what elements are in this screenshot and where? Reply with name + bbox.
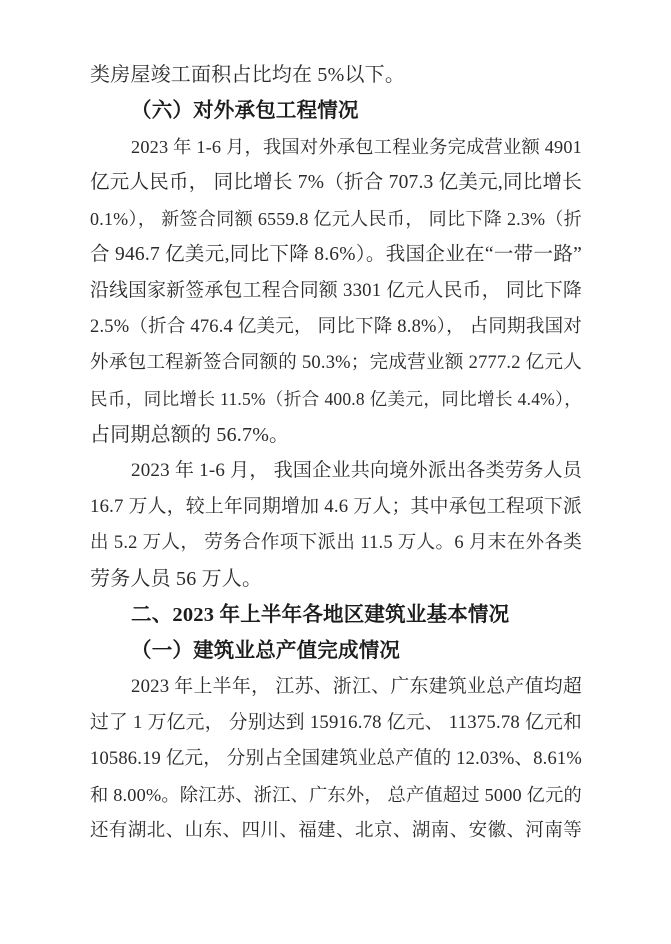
body-line-3: 2023 年 1-6 月，我国对外承包工程业务完成营业额 4901 xyxy=(131,137,582,157)
body-line-13: 16.7 万人，较上年同期增加 4.6 万人；其中承包工程项下派 xyxy=(90,496,582,517)
heading-part-two: 二、2023 年上半年各地区建筑业基本情况 xyxy=(131,604,510,626)
body-line-19: 过了 1 万亿元， 分别达到 15916.78 亿元、 11375.78 亿元和 xyxy=(90,712,582,733)
body-line-11: 占同期总额的 56.7%。 xyxy=(90,424,290,446)
body-line-7: 沿线国家新签承包工程合同额 3301 亿元人民币， 同比下降 xyxy=(90,280,582,301)
body-line-14: 出 5.2 万人， 劳务合作项下派出 11.5 万人。6 月末在外各类 xyxy=(90,533,582,553)
body-line-6: 合 946.7 亿美元,同比下降 8.6%）。我国企业在“一带一路” xyxy=(90,244,582,265)
body-line-20: 10586.19 亿元， 分别占全国建筑业总产值的 12.03%、8.61% xyxy=(90,749,582,769)
body-line-10: 民币，同比增长 11.5%（折合 400.8 亿美元，同比增长 4.4%）， xyxy=(90,389,582,409)
body-line-5: 0.1%）， 新签合同额 6559.8 亿元人民币， 同比下降 2.3%（折 xyxy=(90,209,582,229)
heading-section-six: （六）对外承包工程情况 xyxy=(131,100,359,122)
heading-section-one: （一）建筑业总产值完成情况 xyxy=(131,640,401,662)
body-line-21: 和 8.00%。除江苏、浙江、广东外， 总产值超过 5000 亿元的 xyxy=(90,785,582,805)
body-line-9: 外承包工程新签合同额的 50.3%；完成营业额 2777.2 亿元人 xyxy=(90,353,582,373)
body-line-1: 类房屋竣工面积占比均在 5%以下。 xyxy=(90,64,406,86)
body-line-12: 2023 年 1-6 月， 我国企业共向境外派出各类劳务人员 xyxy=(131,460,582,481)
body-line-18: 2023 年上半年， 江苏、浙江、广东建筑业总产值均超 xyxy=(131,676,582,697)
body-line-8: 2.5%（折合 476.4 亿美元， 同比下降 8.8%）， 占同期我国对 xyxy=(90,317,582,337)
body-line-22: 还有湖北、山东、四川、福建、北京、湖南、安徽、河南等 xyxy=(90,821,582,841)
body-line-4: 亿元人民币， 同比增长 7%（折合 707.3 亿美元,同比增长 xyxy=(90,172,582,193)
body-line-15: 劳务人员 56 万人。 xyxy=(90,568,263,590)
document-body xyxy=(90,57,582,849)
